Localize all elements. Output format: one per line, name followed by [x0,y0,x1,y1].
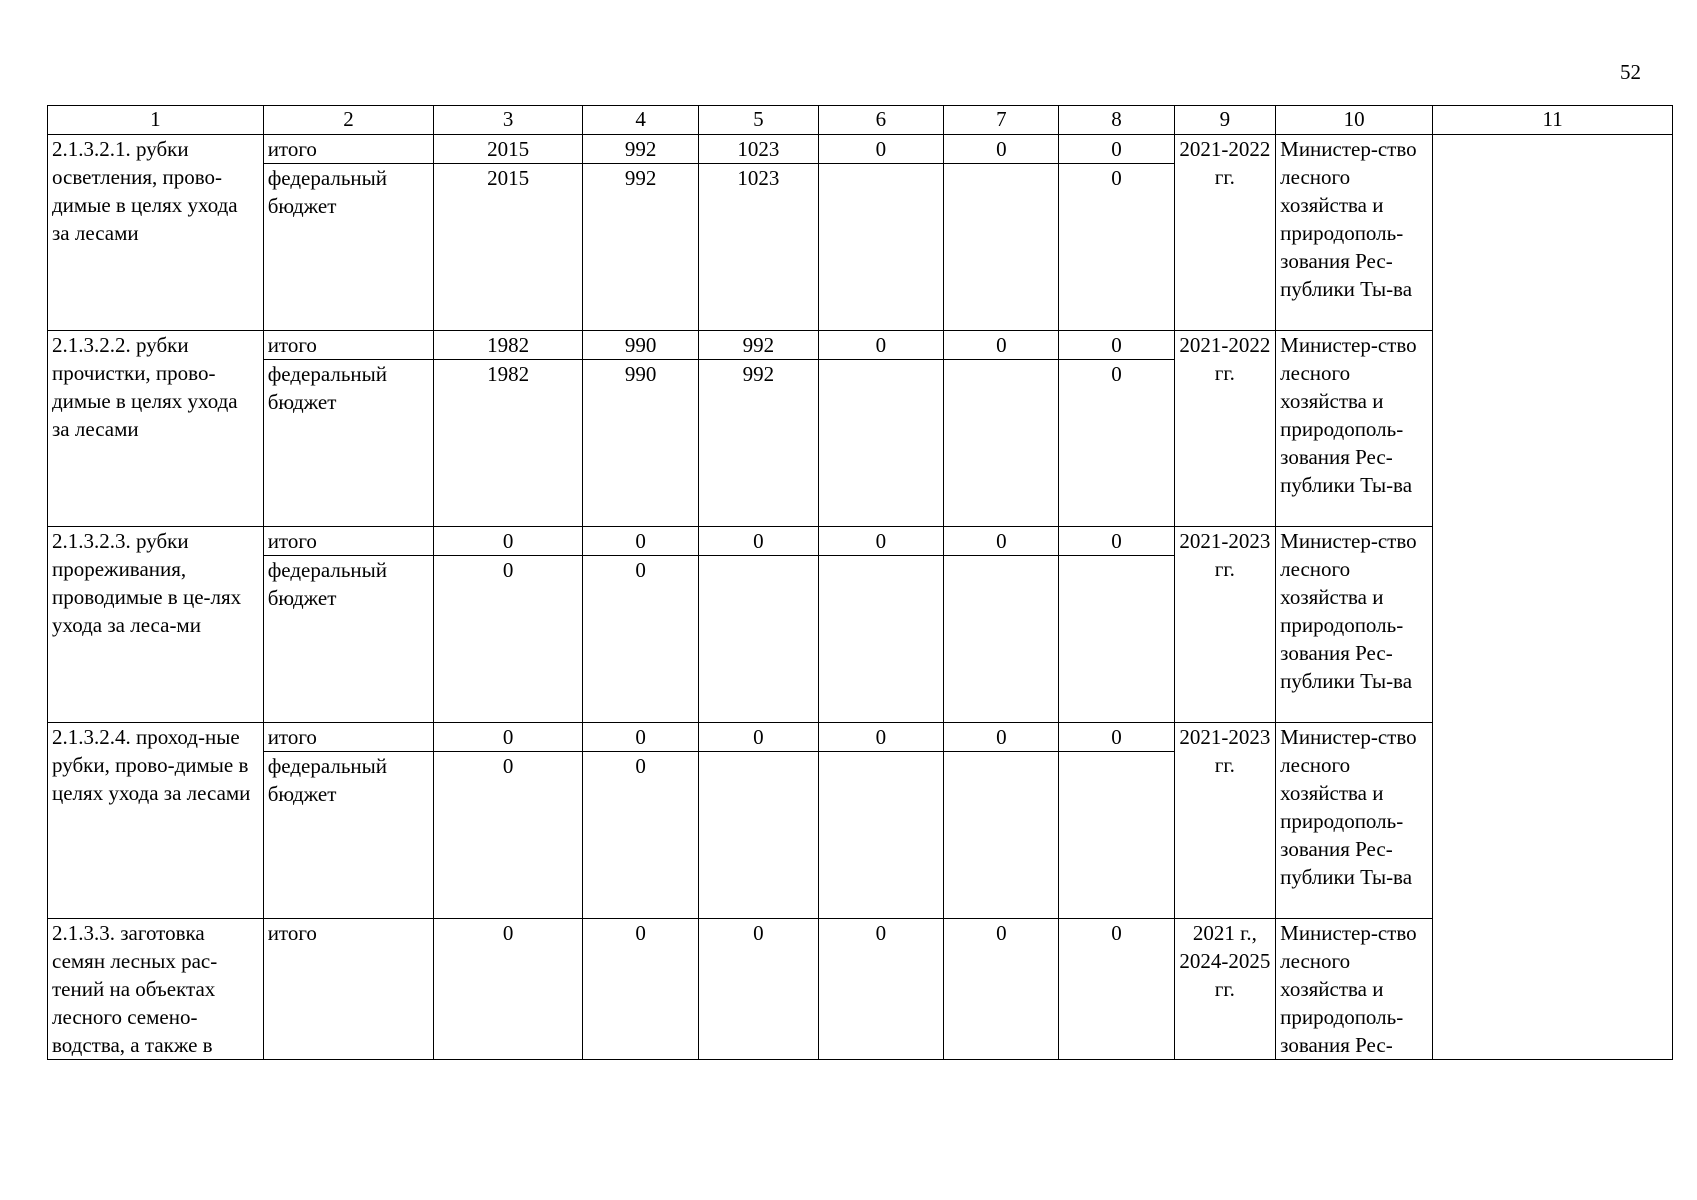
value-cell [1059,752,1174,919]
header-cell: 11 [1433,106,1673,135]
value-cell: 0 [818,723,944,752]
responsible-cell: Министер-ство лесного хозяйства и природополь-зования Рес-публики Ты-ва [1276,135,1433,331]
header-cell: 5 [699,106,818,135]
value-cell: 0 [818,919,944,1060]
funding-source: итого [263,331,434,360]
value-cell: 0 [699,919,818,1060]
value-cell [818,752,944,919]
period-cell: 2021-2023 гг. [1174,723,1276,919]
value-cell: 0 [1059,919,1174,1060]
value-cell: 1023 [699,164,818,331]
header-cell: 7 [944,106,1059,135]
value-cell [818,556,944,723]
funding-source: итого [263,723,434,752]
value-cell: 0 [944,331,1059,360]
value-cell: 1982 [434,360,583,527]
value-cell: 2015 [434,164,583,331]
value-cell: 0 [699,527,818,556]
value-cell: 992 [583,135,699,164]
value-cell: 0 [583,527,699,556]
value-cell: 992 [583,164,699,331]
value-cell: 0 [434,752,583,919]
value-cell: 0 [1059,331,1174,360]
responsible-cell: Министер-ство лесного хозяйства и природополь-зования Рес-публики Ты-ва [1276,331,1433,527]
value-cell [1059,556,1174,723]
value-cell: 0 [1059,723,1174,752]
value-cell: 0 [944,919,1059,1060]
value-cell [944,360,1059,527]
value-cell [944,752,1059,919]
value-cell [944,556,1059,723]
value-cell [699,752,818,919]
responsible-cell: Министер-ство лесного хозяйства и природополь-зования Рес- [1276,919,1433,1060]
period-cell: 2021 г., 2024-2025 гг. [1174,919,1276,1060]
value-cell: 0 [434,527,583,556]
value-cell: 1023 [699,135,818,164]
header-cell: 9 [1174,106,1276,135]
header-cell: 2 [263,106,434,135]
measure-description: 2.1.3.3. заготовка семян лесных рас-тений на объектах лесного семено-водства, а также в [48,919,264,1060]
table-row [48,527,1673,556]
funding-source: итого [263,919,434,1060]
responsible-cell: Министер-ство лесного хозяйства и природополь-зования Рес-публики Ты-ва [1276,527,1433,723]
value-cell: 992 [699,360,818,527]
value-cell: 0 [434,919,583,1060]
funding-source: итого [263,135,434,164]
value-cell: 0 [818,135,944,164]
value-cell [944,164,1059,331]
period-cell: 2021-2022 гг. [1174,135,1276,331]
value-cell: 0 [1059,164,1174,331]
value-cell [818,164,944,331]
value-cell: 0 [818,331,944,360]
value-cell: 0 [583,919,699,1060]
table-row [48,723,1673,752]
funding-source: федеральный бюджет [263,164,434,331]
period-cell: 2021-2023 гг. [1174,527,1276,723]
value-cell: 2015 [434,135,583,164]
value-cell [699,556,818,723]
value-cell: 0 [583,556,699,723]
value-cell: 990 [583,360,699,527]
funding-source: федеральный бюджет [263,556,434,723]
header-cell: 8 [1059,106,1174,135]
value-cell: 1982 [434,331,583,360]
measure-description: 2.1.3.2.4. проход-ные рубки, прово-димые в целях ухода за лесами [48,723,264,919]
header-cell: 10 [1276,106,1433,135]
measure-description: 2.1.3.2.3. рубки прореживания, проводимые в це-лях ухода за леса-ми [48,527,264,723]
value-cell: 0 [583,723,699,752]
header-cell: 1 [48,106,264,135]
page-number: 52 [1620,60,1641,84]
header-row [48,106,1673,135]
value-cell: 0 [944,135,1059,164]
funding-source: итого [263,527,434,556]
value-cell: 0 [434,556,583,723]
program-table [47,105,1673,1060]
header-cell: 6 [818,106,944,135]
table-row [48,331,1673,360]
value-cell [818,360,944,527]
table-row [48,135,1673,164]
value-cell: 0 [434,723,583,752]
header-cell: 4 [583,106,699,135]
value-cell: 0 [699,723,818,752]
period-cell: 2021-2022 гг. [1174,331,1276,527]
value-cell: 0 [1059,135,1174,164]
value-cell: 0 [1059,360,1174,527]
value-cell: 0 [1059,527,1174,556]
header-cell: 3 [434,106,583,135]
value-cell: 990 [583,331,699,360]
value-cell: 0 [944,527,1059,556]
funding-source: федеральный бюджет [263,360,434,527]
value-cell: 0 [944,723,1059,752]
value-cell: 0 [818,527,944,556]
funding-source: федеральный бюджет [263,752,434,919]
table-row [48,919,1673,1060]
measure-description: 2.1.3.2.1. рубки осветления, прово-димые в целях ухода за лесами [48,135,264,331]
value-cell: 0 [583,752,699,919]
column-11-cell [1433,135,1673,1060]
value-cell: 992 [699,331,818,360]
responsible-cell: Министер-ство лесного хозяйства и природополь-зования Рес-публики Ты-ва [1276,723,1433,919]
measure-description: 2.1.3.2.2. рубки прочистки, прово-димые в целях ухода за лесами [48,331,264,527]
